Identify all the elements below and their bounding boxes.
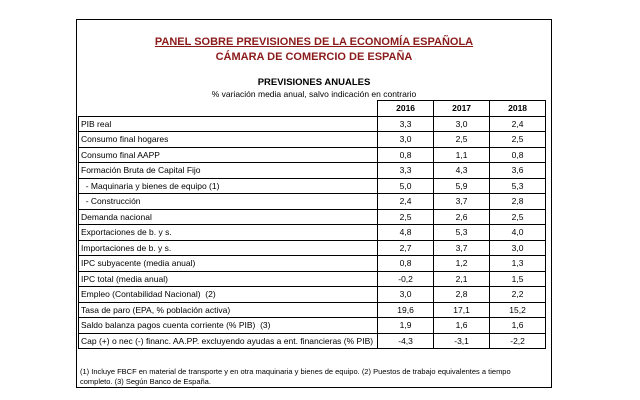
row-label: Demanda nacional [79, 209, 378, 225]
table-row [79, 116, 546, 132]
row-label: Consumo final AAPP [79, 147, 378, 163]
row-value: 3,7 [434, 194, 490, 210]
row-value: 4,8 [378, 225, 434, 241]
row-value: 2,4 [490, 116, 546, 132]
row-value: 3,7 [434, 240, 490, 256]
row-value: 2,5 [490, 132, 546, 148]
row-value: 2,2 [490, 287, 546, 303]
year-header: 2016 [378, 101, 434, 117]
row-value: 1,1 [434, 147, 490, 163]
row-value: 3,3 [378, 116, 434, 132]
table-header-row [79, 101, 546, 117]
panel-subtitle: CÁMARA DE COMERCIO DE ESPAÑA [215, 51, 413, 63]
row-label: Exportaciones de b. y s. [79, 225, 378, 241]
table-body [79, 116, 546, 349]
panel-title: PANEL SOBRE PREVISIONES DE LA ECONOMÍA ESPAÑOLA [154, 36, 474, 48]
row-value: 5,0 [378, 178, 434, 194]
row-value: 2,8 [434, 287, 490, 303]
row-value: 5,9 [434, 178, 490, 194]
forecast-table [78, 100, 546, 349]
table-row [79, 333, 546, 349]
table-row [79, 302, 546, 318]
row-value: 1,9 [378, 318, 434, 334]
table-row [79, 163, 546, 179]
row-value: 2,8 [490, 194, 546, 210]
table-row [79, 240, 546, 256]
row-label: IPC total (media anual) [79, 271, 378, 287]
row-value: 5,3 [434, 225, 490, 241]
row-value: 1,2 [434, 256, 490, 272]
row-value: 3,0 [378, 132, 434, 148]
year-header: 2017 [434, 101, 490, 117]
row-label: PIB real [79, 116, 378, 132]
table-row [79, 147, 546, 163]
row-value: 3,0 [434, 116, 490, 132]
table-row [79, 271, 546, 287]
row-label: Cap (+) o nec (-) financ. AA.PP. excluyendo ayudas a ent. financieras (% PIB) [79, 333, 378, 349]
row-value: 4,3 [434, 163, 490, 179]
section-title: PREVISIONES ANUALES [257, 77, 371, 88]
table-row [79, 287, 546, 303]
row-label: Formación Bruta de Capital Fijo [79, 163, 378, 179]
row-value: 3,0 [490, 240, 546, 256]
row-value: 4,0 [490, 225, 546, 241]
section-note: % variación media anual, salvo indicación en contrario [211, 89, 417, 99]
row-label: - Construcción [79, 194, 378, 210]
row-value: 19,6 [378, 302, 434, 318]
year-header: 2018 [490, 101, 546, 117]
row-value: 3,6 [490, 163, 546, 179]
document-frame [76, 19, 552, 388]
row-value: -2,2 [490, 333, 546, 349]
table-row [79, 178, 546, 194]
header-blank [79, 101, 378, 117]
row-value: 2,7 [378, 240, 434, 256]
row-value: -4,3 [378, 333, 434, 349]
row-value: 0,8 [490, 147, 546, 163]
row-value: 2,6 [434, 209, 490, 225]
row-label: Consumo final hogares [79, 132, 378, 148]
table-row [79, 194, 546, 210]
row-value: 1,3 [490, 256, 546, 272]
row-value: 2,4 [378, 194, 434, 210]
row-label: IPC subyacente (media anual) [79, 256, 378, 272]
row-value: -0,2 [378, 271, 434, 287]
row-value: 3,0 [378, 287, 434, 303]
row-value: 0,8 [378, 256, 434, 272]
row-value: 3,3 [378, 163, 434, 179]
row-value: 2,5 [490, 209, 546, 225]
table-row [79, 209, 546, 225]
table-row [79, 225, 546, 241]
row-value: 1,6 [434, 318, 490, 334]
footnote: (1) Incluye FBCF en material de transporte y en otra maquinaria y bienes de equipo. (2) Puestos de trabajo equivalentes a tiempo completo. (3) Según Banco de España. [80, 367, 511, 386]
row-label: Importaciones de b. y s. [79, 240, 378, 256]
row-value: 2,5 [434, 132, 490, 148]
table-row [79, 132, 546, 148]
row-label: Empleo (Contabilidad Nacional) (2) [79, 287, 378, 303]
row-value: 2,1 [434, 271, 490, 287]
row-value: 15,2 [490, 302, 546, 318]
row-value: 1,6 [490, 318, 546, 334]
row-value: -3,1 [434, 333, 490, 349]
row-value: 0,8 [378, 147, 434, 163]
table-row [79, 256, 546, 272]
row-value: 2,5 [378, 209, 434, 225]
row-value: 17,1 [434, 302, 490, 318]
row-label: - Maquinaria y bienes de equipo (1) [79, 178, 378, 194]
table-row [79, 318, 546, 334]
row-value: 1,5 [490, 271, 546, 287]
row-value: 5,3 [490, 178, 546, 194]
row-label: Saldo balanza pagos cuenta corriente (% PIB) (3) [79, 318, 378, 334]
row-label: Tasa de paro (EPA, % población activa) [79, 302, 378, 318]
